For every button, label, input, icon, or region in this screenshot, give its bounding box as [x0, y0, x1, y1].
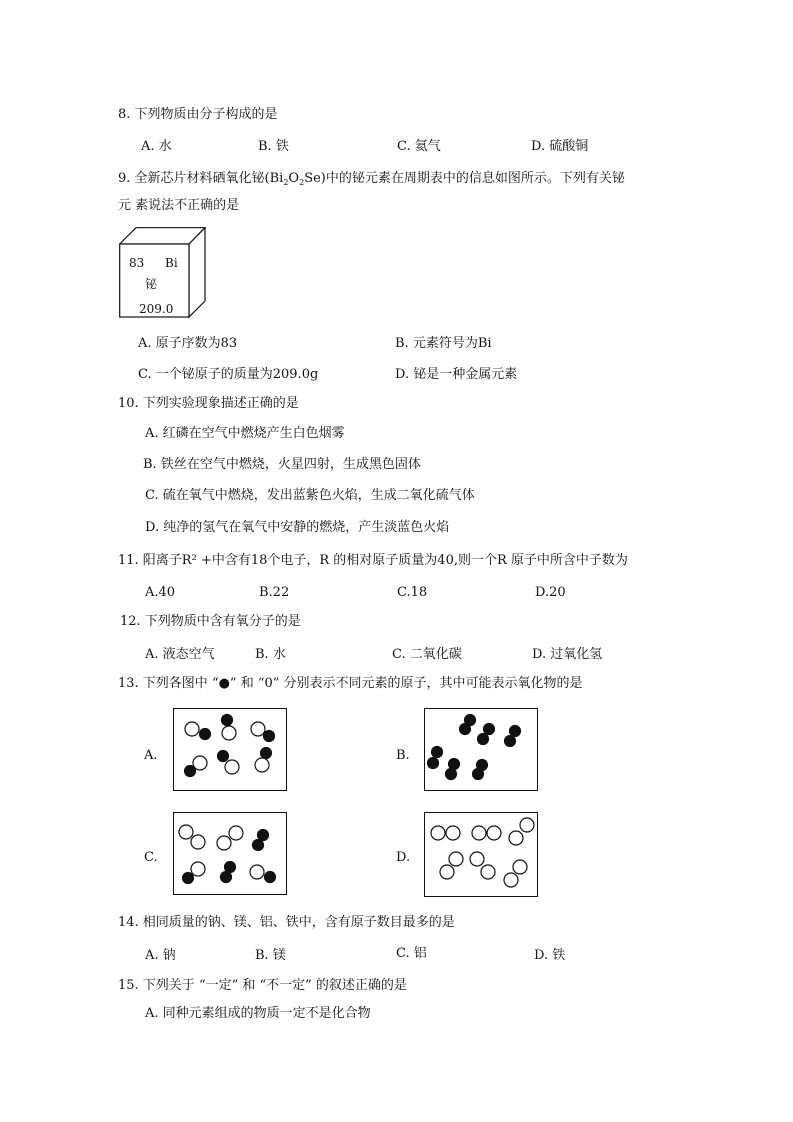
q13-diagram-a — [173, 708, 287, 791]
q14-option-d: D. 铁 — [534, 948, 566, 963]
q10-stem: 10. 下列实验现象描述正确的是 — [118, 396, 299, 411]
q9-option-d: D. 铋是一种金属元素 — [395, 367, 518, 382]
q10-option-c: C. 硫在氧气中燃烧，发出蓝紫色火焰，生成二氧化硫气体 — [145, 488, 475, 503]
q13-diagram-c — [173, 812, 287, 895]
q8-stem: 8. 下列物质由分子构成的是 — [118, 107, 278, 122]
q8-option-b: B. 铁 — [258, 139, 289, 154]
q9-stem-line1: 9. 全新芯片材料硒氧化铋$(Bi_2O_2Se)$中的铋元素在周期表中的信息如图所示。下列有关铋 — [118, 171, 625, 187]
q8-option-d: D. 硫酸铜 — [531, 139, 589, 154]
q13-label-a: A. — [144, 748, 158, 763]
q10-option-b: B. 铁丝在空气中燃烧，火星四射，生成黑色固体 — [143, 457, 421, 472]
q12-option-a: A. 液态空气 — [145, 647, 215, 662]
q12-option-d: D. 过氧化氢 — [532, 647, 603, 662]
q11-option-a: A.40 — [145, 585, 176, 600]
q11-stem: 11. 阳离子R² +中含有18个电子，R 的相对原子质量为40,则一个R 原子中所含中子数为 — [118, 553, 628, 568]
q15-stem: 15. 下列关于 “一定” 和 “不一定” 的叙述正确的是 — [118, 978, 407, 993]
q14-stem: 14. 相同质量的钠、镁、铝、铁中，含有原子数目最多的是 — [118, 915, 455, 930]
q13-stem: 13. 下列各图中 “●” 和 “0” 分别表示不同元素的原子，其中可能表示氧化物的是 — [118, 676, 583, 691]
q13-diagram-d — [424, 812, 538, 897]
element-symbol: Bi — [165, 256, 178, 270]
q14-option-a: A. 钠 — [145, 948, 176, 963]
q15-option-a: A. 同种元素组成的物质一定不是化合物 — [145, 1006, 371, 1021]
q9-option-c: C. 一个铋原子的质量为209.0g — [138, 367, 319, 382]
q13-label-b: B. — [396, 748, 410, 763]
q13-label-d: D. — [396, 850, 411, 865]
q12-stem: 12. 下列物质中含有氧分子的是 — [120, 614, 301, 629]
q12-option-b: B. 水 — [255, 647, 286, 662]
q9-option-a: A. 原子序数为83 — [138, 336, 238, 351]
q8-option-a: A. 水 — [141, 139, 172, 154]
q8-option-c: C. 氦气 — [397, 139, 441, 154]
element-atomic-mass: 209.0 — [139, 302, 174, 316]
q11-option-c: C.18 — [397, 585, 428, 600]
q10-option-d: D. 纯净的氢气在氧气中安静的燃烧，产生淡蓝色火焰 — [145, 520, 450, 535]
q11-option-b: B.22 — [259, 585, 290, 600]
element-atomic-number: 83 — [129, 256, 145, 270]
q10-option-a: A. 红磷在空气中燃烧产生白色烟雾 — [145, 426, 345, 441]
q9-stem-line2: 元 素说法不正确的是 — [118, 198, 240, 213]
q9-option-b: B. 元素符号为Bi — [395, 336, 492, 351]
q11-option-d: D.20 — [535, 585, 566, 600]
q13-label-c: C. — [144, 850, 158, 865]
element-name: 铋 — [145, 277, 158, 291]
q13-diagram-b — [424, 708, 538, 791]
q14-option-b: B. 镁 — [255, 948, 286, 963]
q12-option-c: C. 二氧化碳 — [392, 647, 462, 662]
q14-option-c: C. 铝 — [396, 946, 427, 961]
